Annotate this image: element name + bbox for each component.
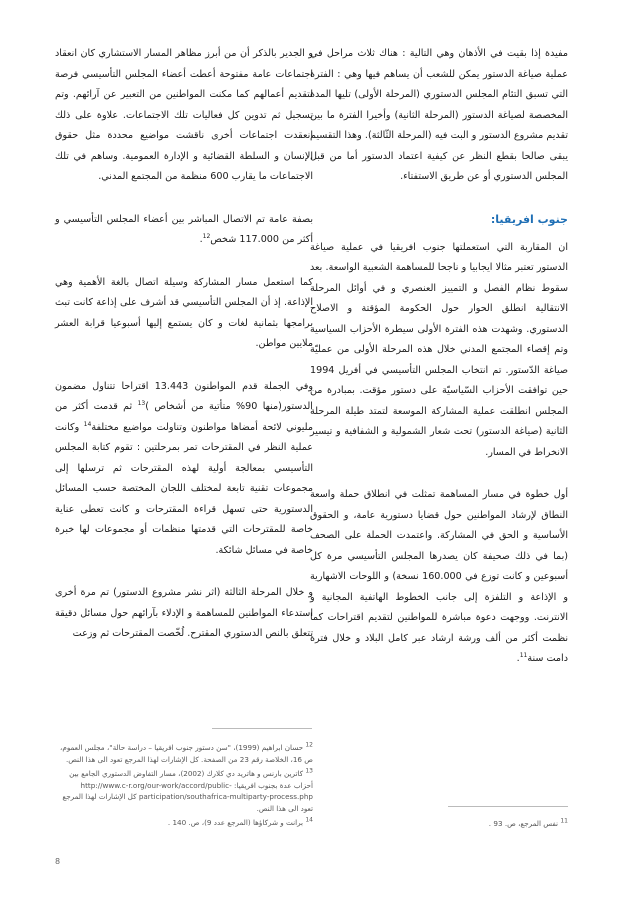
- left-column: [55, 44, 313, 645]
- paragraph: أول خطوة في مسار المساهمة تمثلت في انطلاق حملة واسعة النطاق لإرشاد المواطنين حول قضايا دستورية عامة، و الحقوق الأساسية و الحق في المشاركة. واعتمدت الحملة على الصحف (بما في ذلك صحيفة كان يصدرها المجلس التأسيسي مرة كل أسبوعين و كانت توزع في 160.000 نسخة) و اللوحات الاشهارية و الإذاعة و التلفزة إلى جانب الخطوط الهاتفية المجانية و الانترنت. ووجهت دعوة مباشرة للمواطنين لتقديم اقتراحات كما نظمت أكثر من ألف ورشة ارشاد عبر كامل البلاد و خلال فترة دامت سنة$^{11}$.: [310, 489, 568, 664]
- footnotes-right: [310, 818, 568, 833]
- footnote: [310, 818, 568, 830]
- paragraph: بصفة عامة تم الاتصال المباشر بين أعضاء المجلس التأسيسي و أكثر من 117.000 شخص$^{12}$.: [55, 213, 313, 245]
- footnote-link[interactable]: http://www.c-r.org/our-work/accord/public-participation/southafrica-multiparty-process.php: [80, 780, 313, 801]
- footnote-ref: 11: [519, 651, 528, 659]
- paragraph: مفيدة إذا بقيت في الأذهان وهي التالية : هناك ثلاث مراحل في عملية صياغة الدستور يمكن للشعب أن يساهم فيها وهي : الفترة التي تسبق التئام المجلس الدستوري (المرحلة الأولى) تليها المدة المخصصة لصياغة الدستور (المرحلة الثانية) وأخيرا الفترة ما بين تقديم مشروع الدستور و البت فيه (المرحلة الثّالثة). وهذا التقسيم يبقى صالحا بقطع النظر عن كيفية اعتماد الدستور أما من قبل المجلس الدستوري أو عن طريق الاستفتاء.: [310, 48, 568, 182]
- footnote-ref: 13: [137, 399, 146, 407]
- footnote-text: نفس المرجع، ص. 93 .: [488, 819, 559, 828]
- footnote-text: برانت و شركاؤها (المرجع عدد 9)، ص. 140 .: [167, 818, 304, 827]
- footnote-text: كاترين بارنس و هاتريد دي كلارك (2002)، مسار التفاوض الدستوري الجامع بين أحزاب عدة بجنوب افريقيا:: [69, 769, 313, 790]
- right-column: [310, 44, 568, 670]
- footnote-number: 13: [305, 767, 313, 775]
- footnote-text: حسان ابراهيم (1999)، "سن دستور جنوب افريقيا – دراسة حالة"، مجلس العموم، ص 16، الخلاصة رقم 23 من الصفحة. كل الإشارات لهذا المرجع تعود الى هذا النص.: [60, 743, 313, 764]
- paragraph-text: وفي الجملة قدم المواطنون 13.443 اقتراحا تتناول مضمون الدستور(منها 90% متأتية من أشخاص ): [55, 380, 313, 412]
- footnote: [55, 742, 313, 765]
- paragraph: كما استعمل مسار المشاركة وسيلة اتصال بالغة الأهمية وهي الإذاعة. إذ أن المجلس التأسيسي قد أشرف على إذاعة كانت تبث برامجها بثمانية لغات و كان يستمع إليها أسبوعيا قرابة العشر ملايين مواطن.: [55, 276, 313, 349]
- footnotes-left: [55, 742, 313, 832]
- footnote-divider: [212, 728, 312, 729]
- paragraph: [55, 377, 313, 562]
- paragraph-text: وكانت عملية النظر في المقترحات تمر بمرحلتين : تقوم كتابة المجلس التأسيسي بمعالجة أولية لهذه المقترحات ثم ترسلها إلى مجموعات تقنية تابعة لمختلف اللجان المختصة حسب المسائل الدستورية حتى تسهل قراءة المقترحات و كانت تعطى عناية خاصة للمقترحات التي قدمتها منظمات أو مجموعات لها خبرة خاصة في مسائل شائكة.: [55, 421, 313, 556]
- footnote-number: 11: [560, 817, 568, 825]
- footnote-ref: 14: [83, 420, 92, 428]
- footnote-number: 14: [305, 816, 313, 824]
- paragraph: و خلال المرحلة الثالثة (اثر نشر مشروع الدستور) تم مرة أخرى استدعاء المواطنين للمساهمة و الإدلاء بآرائهم حول مسائل دقيقة تتعلق بالنص الدستوري المقترح. لُخّصت المقترحات ثم وزعت: [55, 587, 313, 639]
- section-heading: جنوب افريقيا:: [490, 212, 568, 226]
- page-number: 8: [55, 857, 61, 866]
- footnote: [55, 817, 313, 829]
- footnote-divider: [448, 806, 568, 807]
- paragraph-text: ثم قدمت أكثر من مليوني لائحة أمضاها مواطنون وتناولت مواضيع مختلفة: [55, 401, 313, 433]
- footnote-number: 12: [305, 741, 313, 749]
- paragraph: و الجدير بالذكر أن من أبرز مظاهر المسار الاستشاري كان انعقاد اجتماعات عامة مفتوحة أعطت أعضاء المجلس التأسيسي فرصة لتقديم أعمالهم كما مكنت المواطنين من التعبير عن آرائهم. وتم تسجيل ثم تدوين كل فعاليات تلك الاجتماعات. علاوة على ذلك انعقدت اجتماعات أخرى ناقشت مواضيع محددة مثل حقوق الإنسان و السلطة القضائية و الإدارة العمومية. وساهم في تلك الاجتماعات ما يقارب 600 منظمة من المجتمع المدني.: [55, 48, 313, 182]
- footnote: [55, 768, 313, 814]
- footnote-ref: 12: [202, 232, 211, 240]
- paragraph-text: بصفة عامة تم الاتصال المباشر بين أعضاء المجلس التأسيسي و أكثر من 117.000 شخص: [55, 213, 313, 245]
- paragraph-text: أول خطوة في مسار المساهمة تمثلت في انطلاق حملة واسعة النطاق لإرشاد المواطنين حول قضايا دستورية عامة، و الحقوق الأساسية و الحق في المشاركة. واعتمدت الحملة على الصحف (بما في ذلك صحيفة كان يصدرها المجلس التأسيسي مرة كل أسبوعين و كانت توزع في 160.000 نسخة) و اللوحات الاشهارية و الإذاعة و التلفزة إلى جانب الخطوط الهاتفية المجانية و الانترنت. ووجهت دعوة مباشرة للمواطنين لتقديم اقتراحات كما نظمت أكثر من ألف ورشة ارشاد عبر كامل البلاد و خلال فترة دامت سنة: [310, 489, 568, 664]
- footnote-text: كل الإشارات لهذا المرجع تعود الى هذا النص.: [62, 792, 313, 813]
- paragraph: ان المقاربة التي استعملتها جنوب افريقيا في عملية صياغة الدستور تعتبر مثالا ايجابيا و ناجحا للمساهمة الشعبية الواسعة. بعد سقوط نظام الفصل و التمييز العنصري و في أوائل المرحلة الانتقالية انطلق الحوار حول الحكومة المؤقتة و الاصلاح الدستوري. وشهدت هذه الفترة الأولى سيطرة الأحزاب السياسية وتم إقصاء المجتمع المدني خلال هذه المرحلة الأولى من عمليّة صياغة الدّستور. تم انتخاب المجلس التأسيسي في أفريل 1994 حين توافقت الأحزاب السّياسيّة على دستور مؤقت. بمبادرة من المجلس انطلقت عملية المشاركة الموسعة لتمتد طيلة المرحلة الثانية (صياغة الدستور) تحت شعار الشمولية و الشفافية و تيسير الانخراط في المسار.: [310, 241, 568, 458]
